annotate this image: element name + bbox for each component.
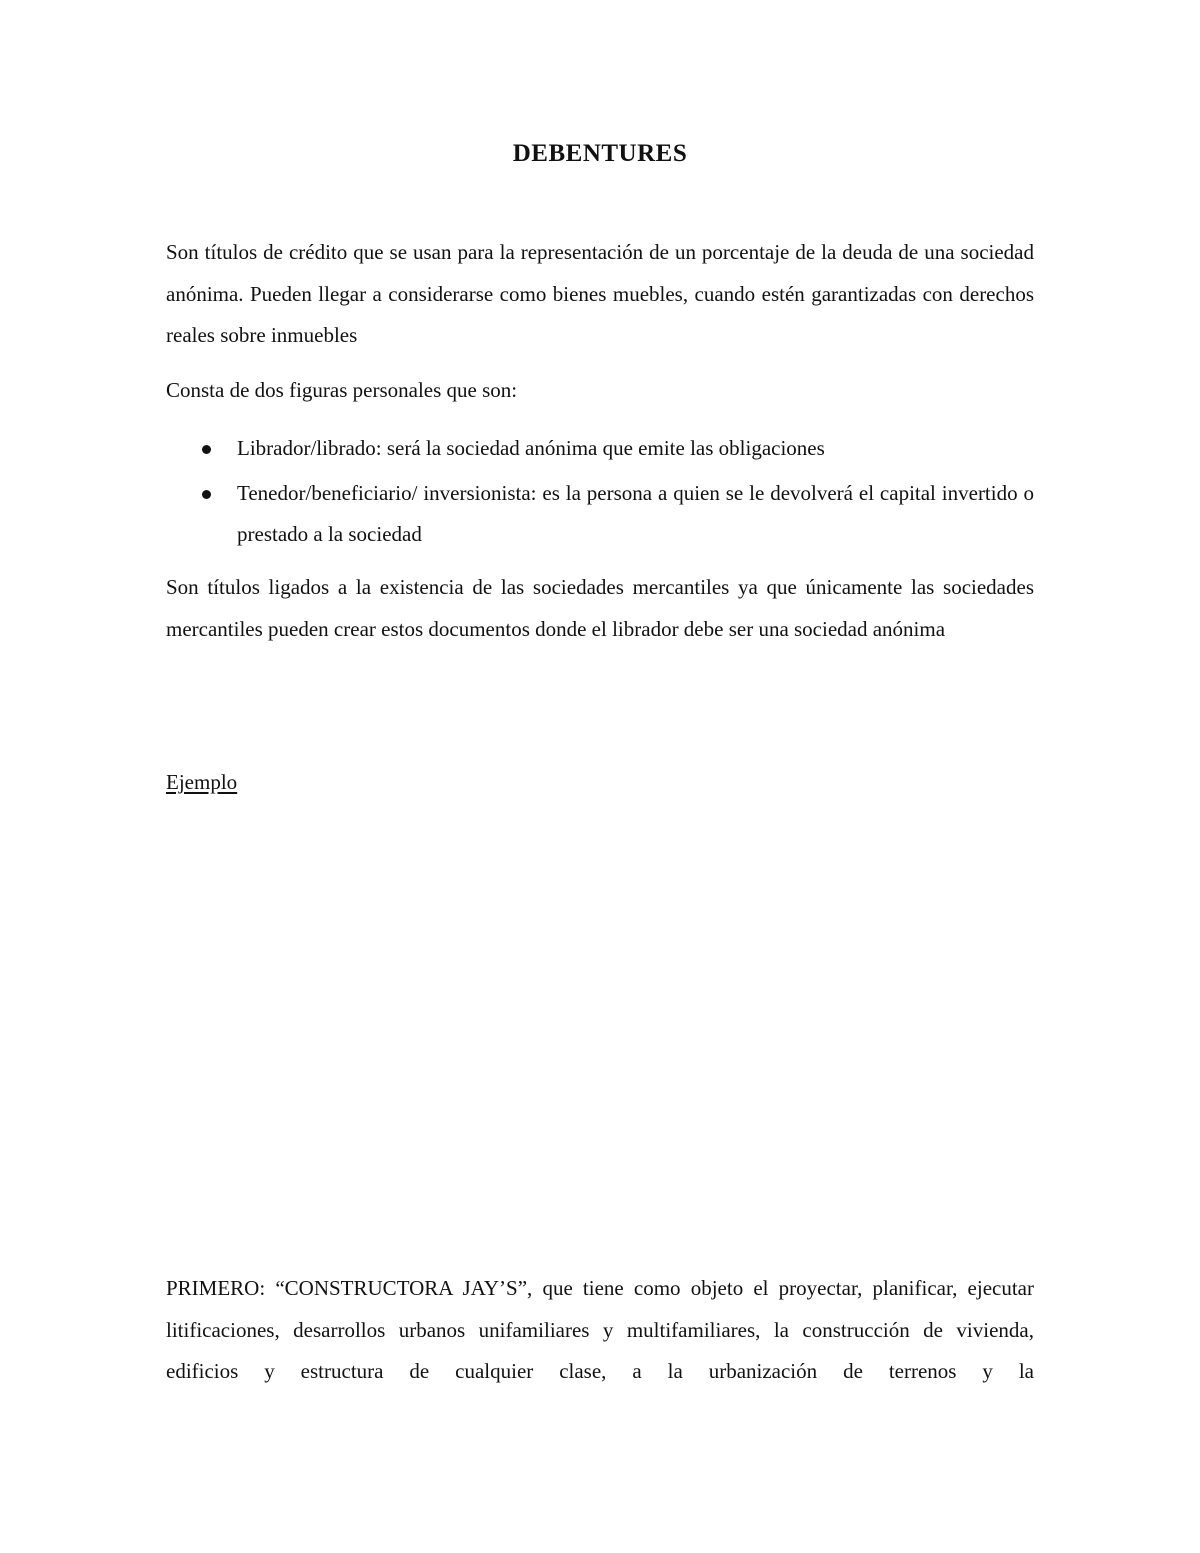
bullet-icon [202,445,211,454]
bullet-icon [202,490,211,499]
paragraph-mercantile: Son títulos ligados a la existencia de las sociedades mercantiles ya que únicamente las sociedades mercantiles pueden crear estos documentos donde el librador debe ser una sociedad anónima [166,575,1034,641]
list-item [166,473,1034,556]
example-heading: Ejemplo [166,770,238,794]
paragraph-figures-intro: Consta de dos figuras personales que son: [166,378,518,402]
list-item [166,428,1034,470]
list-item-text: Librador/librado: será la sociedad anónima que emite las obligaciones [237,436,825,460]
paragraph-example: PRIMERO: “CONSTRUCTORA JAY’S”, que tiene como objeto el proyectar, planificar, ejecutar litificaciones, desarrollos urbanos unifamiliares y multifamiliares, la construcción de vivienda, edificios y estructura de cualquier clase, a la urbanización de terrenos y la [166,1276,1034,1383]
list-item-text: Tenedor/beneficiario/ inversionista: es la persona a quien se le devolverá el capital invertido o prestado a la sociedad [237,480,1034,546]
paragraph-definition: Son títulos de crédito que se usan para la representación de un porcentaje de la deuda de una sociedad anónima. Pueden llegar a considerarse como bienes muebles, cuando estén garantizadas con derechos reales sobre inmuebles [166,240,1034,347]
figures-list [166,428,1034,559]
document-title: DEBENTURES [512,140,688,167]
